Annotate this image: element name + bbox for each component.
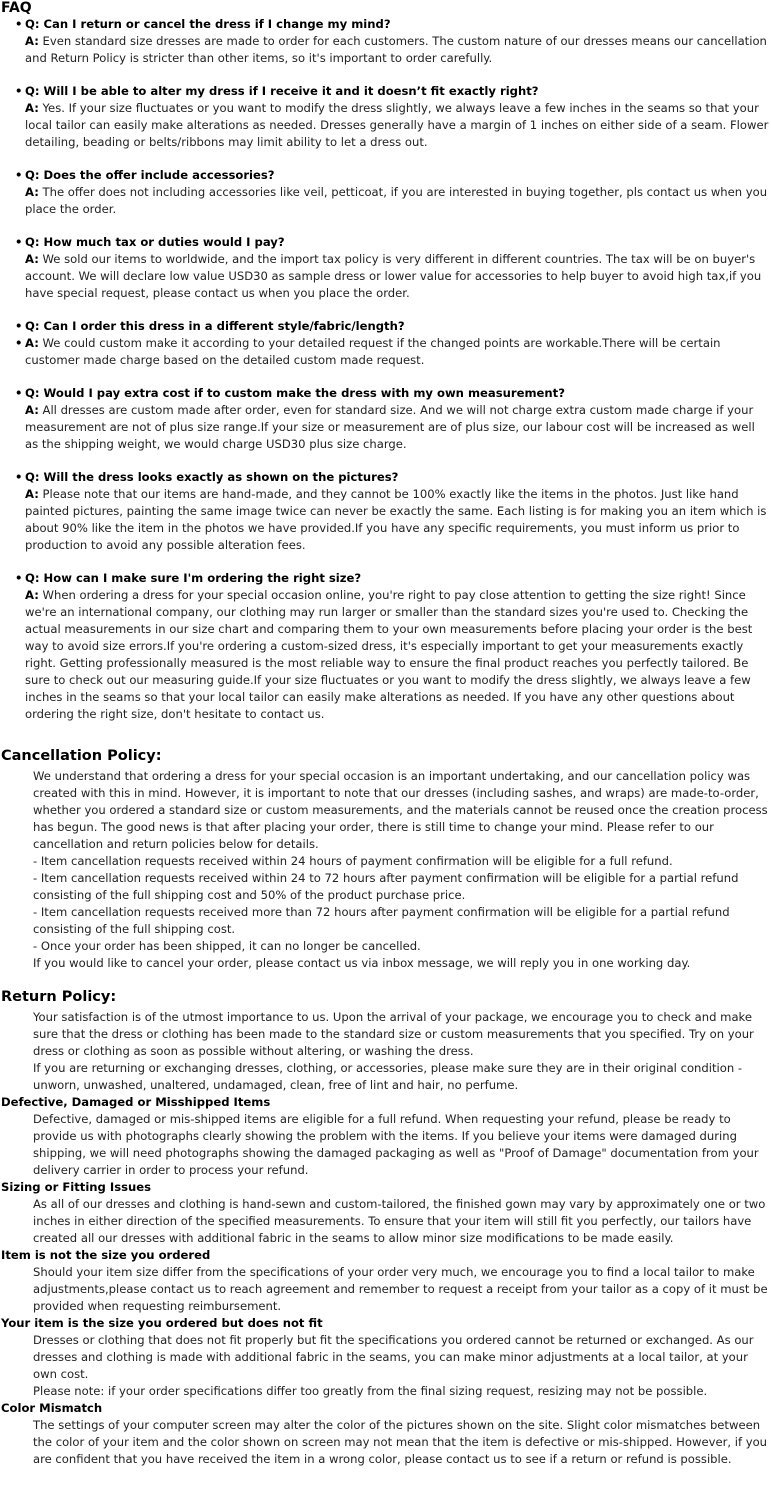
- cancellation-rule: - Item cancellation requests received within 24 hours of payment confirmation will be eligible for a full refund.: [33, 854, 673, 868]
- question-text: How much tax or duties would I pay?: [43, 235, 285, 249]
- return-subheading: Item is not the size you ordered: [1, 1248, 211, 1262]
- faq-question: [25, 167, 769, 184]
- answer-prefix: A:: [25, 252, 39, 266]
- return-intro-paragraph: Your satisfaction is of the utmost importance to us. Upon the arrival of your package, we encourage you to check and make sure that the dress or clothing has been made to the standard size or custom measurements that you specified. Try on your dress or clothing as soon as possible without altering, or washing the dress.: [33, 1010, 754, 1058]
- return-section-text: Dresses or clothing that does not fit properly but fit the specifications you ordered cannot be returned or exchanged. As our dresses and clothing is made with additional fabric in the seams, you can make minor adjustments at a local tailor, at your own cost.: [33, 1333, 754, 1381]
- question-text: Can I order this dress in a different style/fabric/length?: [43, 319, 405, 333]
- question-prefix: Q:: [25, 17, 40, 31]
- question-text: Will I be able to alter my dress if I receive it and it doesn’t fit exactly right?: [43, 84, 539, 98]
- answer-prefix: A:: [25, 487, 39, 501]
- question-prefix: Q:: [25, 84, 40, 98]
- return-subheading: Defective, Damaged or Misshipped Items: [1, 1095, 271, 1109]
- answer-prefix: A:: [25, 403, 39, 417]
- faq-answer: [25, 402, 769, 453]
- question-text: Will the dress looks exactly as shown on the pictures?: [43, 470, 399, 484]
- answer-text: The offer does not including accessories like veil, petticoat, if you are interested in buying together, pls contact us when you place the order.: [25, 185, 768, 216]
- question-prefix: Q:: [25, 571, 40, 585]
- return-section-text: The settings of your computer screen may alter the color of the pictures shown on the site. Slight color mismatches between the color of your item and the color shown on screen may not mean that the item is defective or mis-shipped. However, if you are confident that you have received the item in a wrong color, please contact us to see if a return or refund is possible.: [33, 1418, 768, 1466]
- faq-question: [25, 234, 769, 251]
- faq-item: [25, 469, 769, 554]
- faq-question: [25, 385, 769, 402]
- faq-answer: [25, 100, 769, 151]
- return-subheading: Your item is the size you ordered but does not fit: [1, 1316, 323, 1330]
- faq-heading: FAQ: [1, 0, 32, 16]
- cancellation-intro: We understand that ordering a dress for your special occasion is an important undertaking, and our cancellation policy was created with this in mind. However, it is important to note that our dresses (including sashes, and wraps) are made-to-order, whether you ordered a standard size or custom measurements, and the materials cannot be reused once the creation process has begun. The good news is that after placing your order, there is still time to change your mind. Please refer to our cancellation and return policies below for details.: [33, 769, 768, 851]
- faq-item: [25, 570, 769, 723]
- faq-list: [1, 16, 769, 723]
- faq-item: [25, 234, 769, 302]
- question-prefix: Q:: [25, 470, 40, 484]
- cancellation-rule: - Item cancellation requests received more than 72 hours after payment confirmation will be eligible for a partial refund consisting of the full shipping cost.: [33, 905, 730, 936]
- answer-text: When ordering a dress for your special occasion online, you're right to pay close attention to getting the size right! Since we're an international company, our clothing may run larger or smaller than the standard sizes you're used to. Checking the actual measurements in our size chart and comparing them to your own measurements before placing your order is the best way to avoid size errors.If you're ordering a custom-sized dress, it's especially important to get your measurements exactly right. Getting professionally measured is the most reliable way to ensure the final product reaches you perfectly tailored. Be sure to check out our measuring guide.If your size fluctuates or you want to modify the dress slightly, we always leave a few inches in the seams so that your local tailor can easily make alterations as needed. If you have any other questions about ordering the right size, don't hesitate to contact us.: [25, 588, 753, 721]
- cancellation-body: [1, 768, 769, 972]
- answer-text: All dresses are custom made after order, even for standard size. And we will not charge extra custom made charge if your measurement are not of plus size range.If your size or measurement are of plus size, our labour cost will be increased as well as the shipping weight, we would charge USD30 plus size charge.: [25, 403, 755, 451]
- question-prefix: Q:: [25, 235, 40, 249]
- return-section-does-not-fit: [1, 1315, 769, 1400]
- return-section-text: Defective, damaged or mis-shipped items are eligible for a full refund. When requesting your refund, please be ready to provide us with photographs clearly showing the problem with the items. If you believe your items were damaged during shipping, we will need photographs showing the damaged packaging as well as "Proof of Damage" documentation from your delivery carrier in order to process your refund.: [33, 1112, 759, 1177]
- answer-prefix: A:: [25, 101, 39, 115]
- cancellation-rule: - Once your order has been shipped, it can no longer be cancelled.: [33, 939, 421, 953]
- return-intro-paragraph: If you are returning or exchanging dresses, clothing, or accessories, please make sure they are in their original condition - unworn, unwashed, unaltered, undamaged, clean, free of lint and hair, no perfume.: [33, 1061, 743, 1092]
- faq-question: [25, 318, 769, 335]
- cancellation-heading: Cancellation Policy:: [1, 748, 162, 764]
- faq-question: [25, 16, 769, 33]
- answer-prefix: A:: [25, 588, 39, 602]
- question-text: How can I make sure I'm ordering the right size?: [43, 571, 362, 585]
- faq-item: [25, 83, 769, 151]
- answer-text: We could custom make it according to your detailed request if the changed points are workable.There will be certain customer made charge based on the detailed custom made request.: [25, 336, 721, 367]
- faq-item: [25, 318, 769, 369]
- faq-question: [25, 570, 769, 587]
- return-section-text: As all of our dresses and clothing is hand-sewn and custom-tailored, the finished gown may vary by approximately one or two inches in either direction of the specified measurements. To ensure that your item will still fit you perfectly, our tailors have created all our dresses with additional fabric in the seams to allow minor size modifications to be made easily.: [33, 1197, 766, 1245]
- return-section-text: Please note: if your order specifications differ too greatly from the final sizing request, resizing may not be possible.: [33, 1384, 708, 1398]
- return-policy-intro: [1, 1009, 769, 1094]
- return-section-defective: [1, 1094, 769, 1179]
- answer-text: Please note that our items are hand-made, and they cannot be 100% exactly like the items in the photos. Just like hand painted pictures, painting the same image twice can never be exactly the same. Each listing is for making you an item which is about 90% like the item in the photos we have provided.If you have any specific requirements, you must inform us prior to production to avoid any possible alteration fees.: [25, 487, 767, 552]
- answer-prefix: A:: [25, 185, 39, 199]
- faq-item: [25, 16, 769, 67]
- question-prefix: Q:: [25, 319, 40, 333]
- answer-text: We sold our items to worldwide, and the import tax policy is very different in different countries. The tax will be on buyer's account. We will declare low value USD30 as sample dress or lower value for accessories to help buyer to avoid high tax,if you have special request, please contact us when you place the order.: [25, 252, 762, 300]
- faq-item: [25, 385, 769, 453]
- answer-prefix: A:: [25, 336, 39, 350]
- return-subheading: Color Mismatch: [1, 1401, 103, 1415]
- faq-answer: [25, 486, 769, 554]
- question-text: Can I return or cancel the dress if I change my mind?: [43, 17, 391, 31]
- cancellation-rule: - Item cancellation requests received within 24 to 72 hours after payment confirmation will be eligible for a partial refund consisting of the full shipping cost and 50% of the product purchase price.: [33, 871, 739, 902]
- return-subheading: Sizing or Fitting Issues: [1, 1180, 152, 1194]
- cancellation-closing: If you would like to cancel your order, please contact us via inbox message, we will reply you in one working day.: [33, 956, 691, 970]
- return-policy-heading: Return Policy:: [1, 989, 117, 1005]
- return-section-sizing: [1, 1179, 769, 1247]
- question-prefix: Q:: [25, 168, 40, 182]
- question-text: Would I pay extra cost if to custom make the dress with my own measurement?: [43, 386, 565, 400]
- faq-answer: [25, 335, 769, 369]
- question-prefix: Q:: [25, 386, 40, 400]
- return-section-color: [1, 1400, 769, 1468]
- faq-answer: [25, 251, 769, 302]
- faq-answer: [25, 587, 769, 723]
- faq-question: [25, 469, 769, 486]
- answer-text: Even standard size dresses are made to order for each customers. The custom nature of our dresses means our cancellation and Return Policy is stricter than other items, so it's important to order carefully.: [25, 34, 767, 65]
- faq-answer: [25, 33, 769, 67]
- return-section-text: Should your item size differ from the specifications of your order very much, we encourage you to find a local tailor to make adjustments,please contact us to reach agreement and remember to request a receipt from your tailor as a copy of it must be provided when requesting reimbursement.: [33, 1265, 768, 1313]
- question-text: Does the offer include accessories?: [43, 168, 275, 182]
- return-section-wrong-size: [1, 1247, 769, 1315]
- faq-item: [25, 167, 769, 218]
- answer-prefix: A:: [25, 34, 39, 48]
- faq-question: [25, 83, 769, 100]
- answer-text: Yes. If your size fluctuates or you want to modify the dress slightly, we always leave a few inches in the seams so that your local tailor can easily make alterations as needed. Dresses generally have a margin of 1 inches on either side of a seam. Flower detailing, beading or belts/ribbons may limit ability to let a dress out.: [25, 101, 769, 149]
- faq-answer: [25, 184, 769, 218]
